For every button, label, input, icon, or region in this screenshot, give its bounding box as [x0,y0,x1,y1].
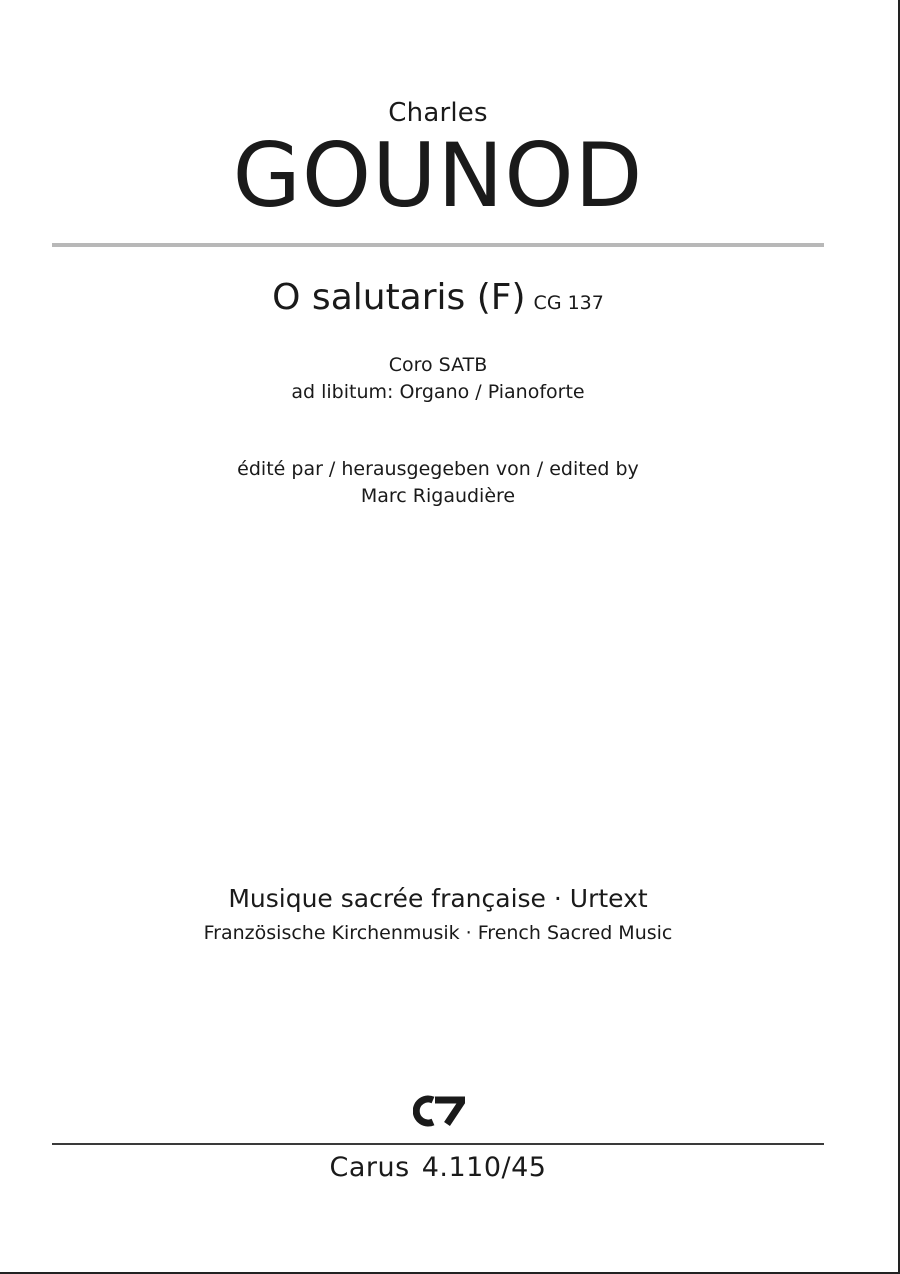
edition-number: 4.110/45 [421,1152,547,1183]
composer-surname: GOUNOD [232,124,644,227]
composer-first-name: Charles [388,98,488,128]
editor-block [52,456,824,510]
scoring-voices: Coro SATB [388,354,488,376]
scoring-accompaniment: ad libitum: Organo / Pianoforte [291,381,585,403]
scoring-block [52,352,824,406]
publisher-name: Carus [329,1152,410,1183]
carus-logo-icon [413,1094,465,1128]
catalog-number: CG 137 [533,292,604,314]
top-divider [52,243,824,247]
series-title: Musique sacrée française · Urtext [228,884,648,913]
publisher-line [52,1152,824,1183]
editor-name: Marc Rigaudière [360,485,516,507]
editor-label: édité par / herausgegeben von / edited by [237,458,639,480]
bottom-divider [52,1143,824,1145]
series-subtitle: Französische Kirchenmusik · French Sacred Music [203,922,673,944]
work-title-line [52,278,824,318]
work-title: O salutaris (F) [272,277,526,318]
